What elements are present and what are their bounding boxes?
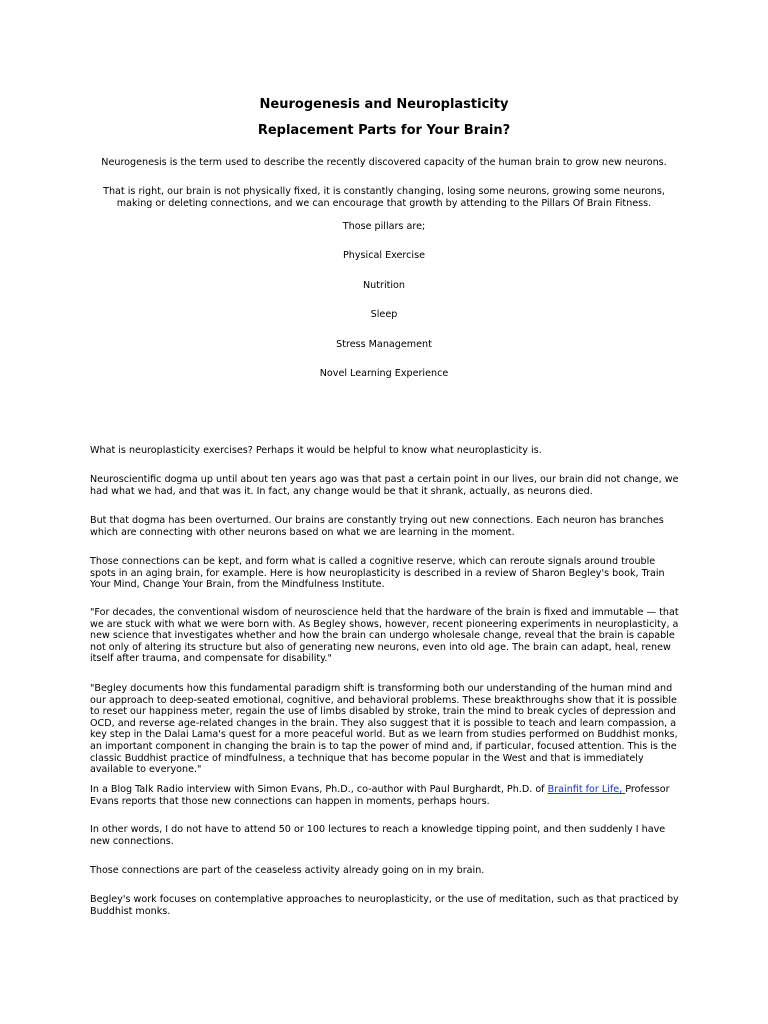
pillar-item: Nutrition — [362, 280, 405, 291]
blog-text-before: In a Blog Talk Radio interview with Simon Evans, Ph.D., co-author with Paul Burghardt, Ph.D. of — [90, 784, 548, 795]
brainfit-link[interactable]: Brainfit for Life, — [547, 784, 626, 795]
body-paragraph: Those connections can be kept, and form what is called a cognitive reserve, which can reroute signals around trouble spots in an aging brain, for example. Here is how neuroplasticity is described in a review of Sharon Begley's book, Train Your Mind, Change Your Brain, from the Mindfulness Institute. — [90, 556, 665, 591]
quote-paragraph: "Begley documents how this fundamental paradigm shift is transforming both our understanding of the human mind and our approach to deep-seated emotional, cognitive, and behavioral problems. These breakthroughs show that it is possible to reset our happiness meter, regain the use of limbs disabled by stroke, train the mind to break cycles of depression and OCD, and reverse age-related changes in the brain. They also suggest that it is possible to teach and learn compassion, a key step in the Dalai Lama's quest for a more peaceful world. But as we learn from studies performed on Buddhist monks, an important component in changing the brain is to tap the power of mind and, if particular, focused attention. This is the classic Buddhist practice of mindfulness, a technique that has become popular in the West and that is immediately available to everyone." — [90, 683, 678, 776]
change-line-1: That is right, our brain is not physically fixed, it is constantly changing, losing some neurons, growing some neurons, — [103, 186, 665, 197]
intro-paragraph: Neurogenesis is the term used to describe the recently discovered capacity of the human brain to grow new neurons. — [101, 157, 667, 168]
change-paragraph — [80, 186, 688, 210]
pillar-item: Physical Exercise — [343, 250, 425, 261]
body-paragraph: In other words, I do not have to attend 50 or 100 lectures to reach a knowledge tipping point, and then suddenly I have new connections. — [90, 824, 666, 847]
pillar-item: Stress Management — [336, 339, 432, 350]
pillar-item: Sleep — [370, 309, 398, 320]
blog-paragraph — [90, 784, 680, 807]
body-paragraph: What is neuroplasticity exercises? Perhaps it would be helpful to know what neuroplasticity is. — [90, 445, 542, 456]
body-paragraph: Those connections are part of the ceaseless activity already going on in my brain. — [90, 865, 485, 876]
blog-text-after: Professor Evans reports that those new connections can happen in moments, perhaps hours. — [90, 784, 670, 807]
pillar-item: Novel Learning Experience — [319, 368, 449, 379]
body-paragraph: Neuroscientific dogma up until about ten years ago was that past a certain point in our lives, our brain did not change, we had what we had, and that was it. In fact, any change would be that it shrank, actually, as neurons died. — [90, 474, 679, 497]
document-subtitle: Replacement Parts for Your Brain? — [257, 123, 511, 138]
body-paragraph: Begley's work focuses on contemplative approaches to neuroplasticity, or the use of meditation, such as that practiced by Buddhist monks. — [90, 894, 679, 917]
change-line-2: making or deleting connections, and we can encourage that growth by attending to the Pillars Of Brain Fitness. — [116, 198, 652, 209]
body-paragraph: But that dogma has been overturned. Our brains are constantly trying out new connections. Each neuron has branches which are connecting with other neurons based on what we are learning in the moment. — [90, 515, 664, 538]
pillars-intro: Those pillars are; — [342, 221, 426, 232]
document-title: Neurogenesis and Neuroplasticity — [259, 97, 509, 112]
quote-paragraph: "For decades, the conventional wisdom of neuroscience held that the hardware of the brain is fixed and immutable — that we are stuck with what we were born with. As Begley shows, however, recent pioneering experiments in neuroplasticity, a new science that investigates whether and how the brain can undergo wholesale change, reveal that the brain is capable not only of altering its structure but also of generating new neurons, even into old age. The brain can adapt, heal, renew itself after trauma, and compensate for disability." — [90, 607, 679, 665]
